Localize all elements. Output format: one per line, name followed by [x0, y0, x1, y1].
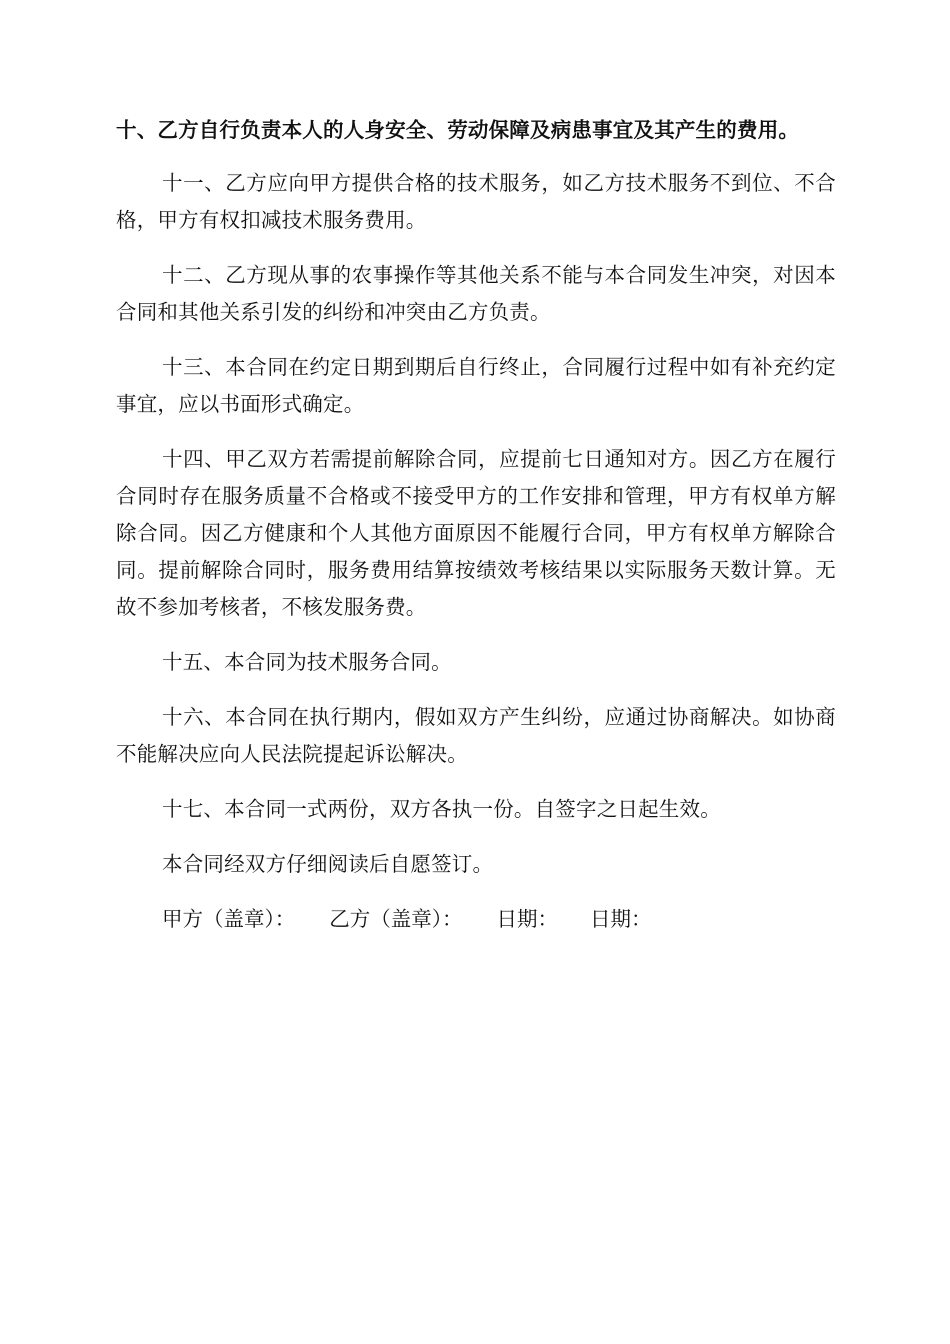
clause-15: 十五、本合同为技术服务合同。 — [162, 650, 452, 674]
clause-13: 十三、本合同在约定日期到期后自行终止，合同履行过程中如有补充约定事宜，应以书面形式确定。 — [116, 355, 836, 416]
signature-row — [116, 901, 836, 938]
closing-statement: 本合同经双方仔细阅读后自愿签订。 — [162, 852, 494, 876]
party-b-seal-label: 乙方（盖章）： — [329, 907, 463, 931]
clause-10: 十、乙方自行负责本人的人身安全、劳动保障及病患事宜及其产生的费用。 — [116, 118, 800, 142]
clause-16: 十六、本合同在执行期内，假如双方产生纠纷，应通过协商解决。如协商不能解决应向人民法院提起诉讼解决。 — [116, 705, 836, 766]
contract-body — [116, 112, 836, 938]
clause-14: 十四、甲乙双方若需提前解除合同，应提前七日通知对方。因乙方在履行合同时存在服务质量不合格或不接受甲方的工作安排和管理，甲方有权单方解除合同。因乙方健康和个人其他方面原因不能履行合同，甲方有权单方解除合同。提前解除合同时，服务费用结算按绩效考核结果以实际服务天数计算。无故不参加考核者，不核发服务费。 — [116, 447, 836, 619]
date-b-label: 日期： — [590, 907, 652, 931]
clause-12: 十二、乙方现从事的农事操作等其他关系不能与本合同发生冲突，对因本合同和其他关系引发的纠纷和冲突由乙方负责。 — [116, 263, 836, 324]
party-a-seal-label: 甲方（盖章）： — [162, 907, 296, 931]
clause-17: 十七、本合同一式两份，双方各执一份。自签字之日起生效。 — [162, 797, 721, 821]
date-a-label: 日期： — [496, 907, 558, 931]
clause-11: 十一、乙方应向甲方提供合格的技术服务，如乙方技术服务不到位、不合格，甲方有权扣减技术服务费用。 — [116, 171, 836, 232]
